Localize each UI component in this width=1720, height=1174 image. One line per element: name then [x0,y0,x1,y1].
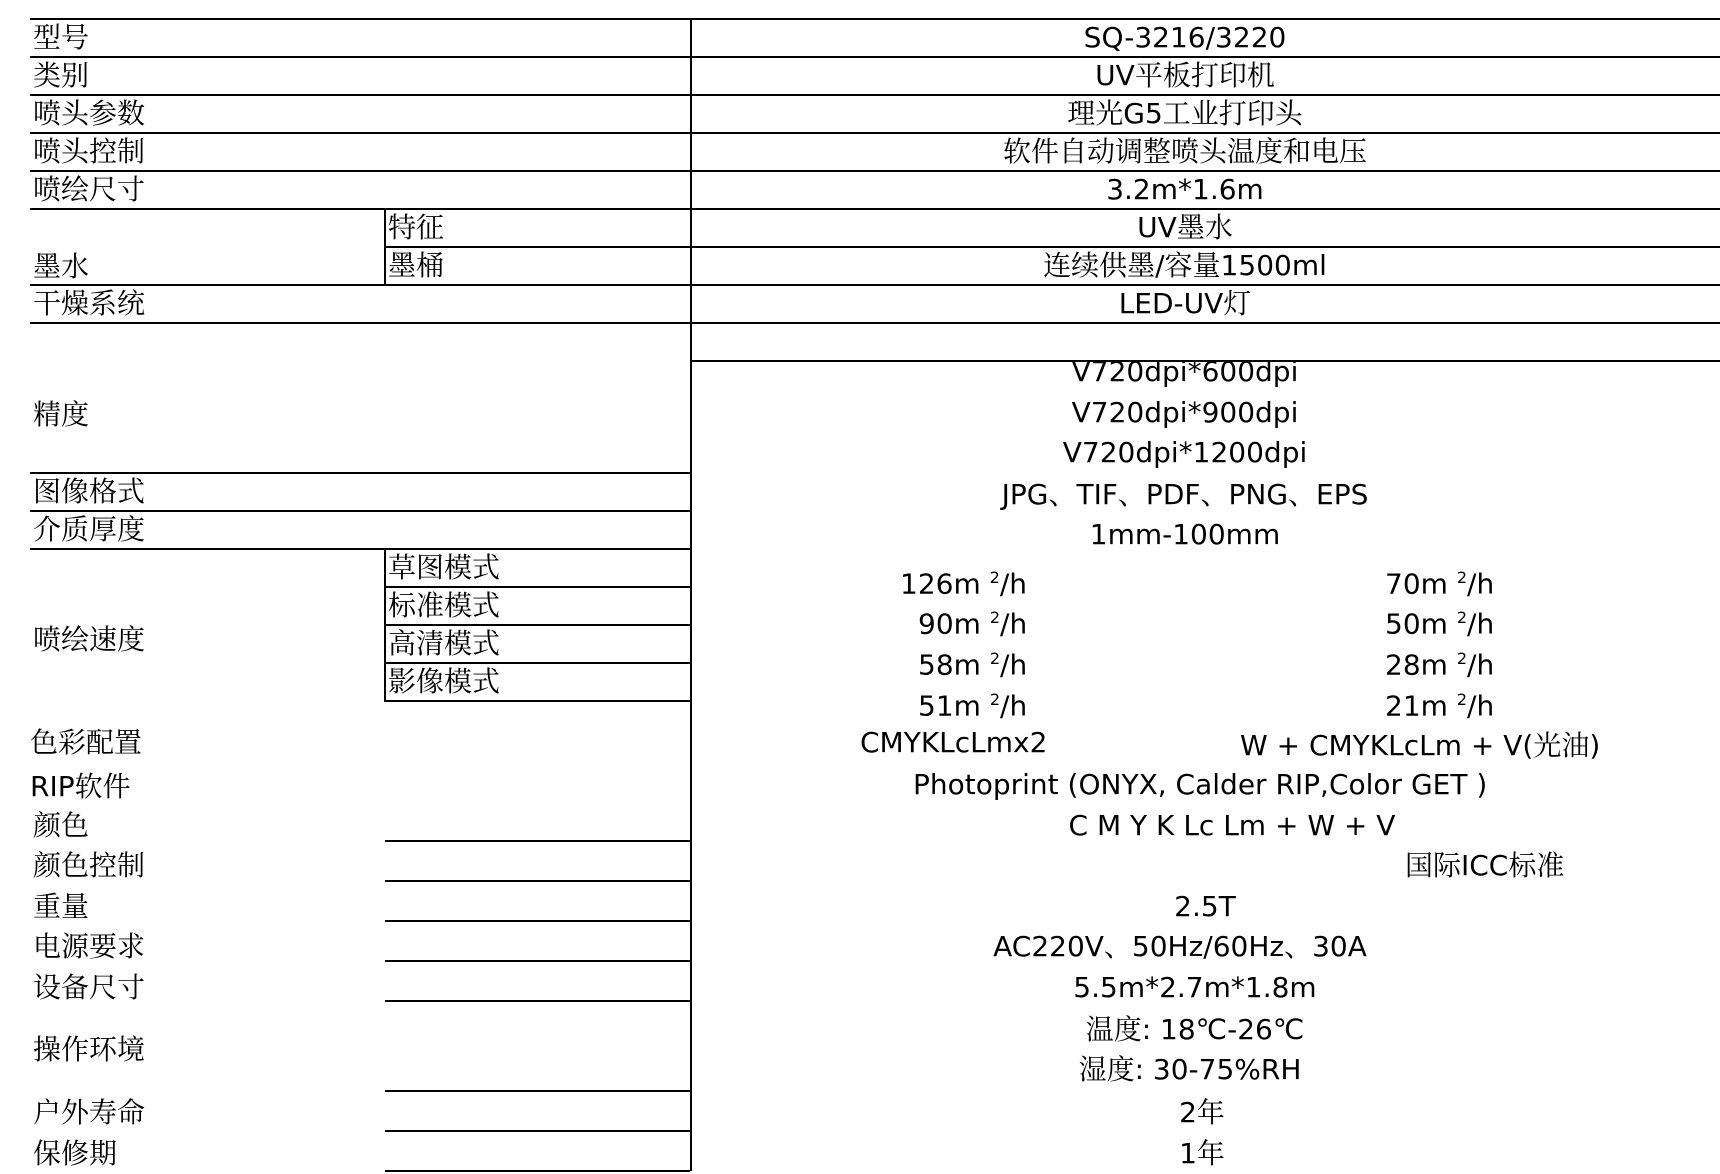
label-device-size: 设备尺寸 [33,971,146,1004]
rule [385,840,690,842]
column-divider [690,18,692,1171]
value-drying: LED-UV灯 [1118,287,1252,320]
label-media-thickness: 介质厚度 [33,513,146,546]
speed-image-col2: 21m $^2$/h [1385,689,1495,723]
label-environment: 操作环境 [33,1033,146,1066]
label-head-params: 喷头参数 [33,97,146,130]
label-mode-hd: 高清模式 [388,627,501,660]
label-ink-tank: 墨桶 [388,249,445,282]
value-head-control: 软件自动调整喷头温度和电压 [1002,135,1368,168]
rule [385,1090,690,1092]
label-warranty: 保修期 [33,1137,118,1170]
value-head-params: 理光G5工业打印头 [1067,97,1303,130]
value-precision-2: V720dpi*900dpi [1071,396,1299,429]
rule [30,56,1720,58]
value-image-format: JPG、TIF、PDF、PNG、EPS [1001,478,1369,511]
label-ink-feature: 特征 [388,211,445,244]
value-print-size: 3.2m*1.6m [1106,173,1264,206]
value-precision-3: V720dpi*1200dpi [1062,436,1308,469]
speed-hd-col1: 58m $^2$/h [918,648,1028,682]
value-env-humidity: 湿度: 30-75%RH [1078,1053,1302,1086]
value-precision-1: V720dpi*600dpi [1071,355,1299,388]
rule [30,284,1720,286]
rule [385,1000,690,1002]
label-colors: 颜色 [33,809,90,842]
rule [30,208,1720,210]
speed-standard-col1: 90m $^2$/h [918,607,1028,641]
rule [30,132,1720,134]
value-model: SQ-3216/3220 [1083,21,1287,54]
label-mode-draft: 草图模式 [388,551,501,584]
value-color-config-2: W + CMYKLcLm + V(光油) [1240,729,1601,762]
value-ink-tank: 连续供墨/容量1500ml [1043,249,1327,282]
label-model: 型号 [33,21,90,54]
label-print-size: 喷绘尺寸 [33,173,146,206]
value-device-size: 5.5m*2.7m*1.8m [1073,971,1317,1004]
label-drying: 干燥系统 [33,287,146,320]
value-weight: 2.5T [1174,890,1236,923]
label-rip: RIP软件 [30,770,131,803]
rule [30,18,1720,20]
speed-draft-col2: 70m $^2$/h [1385,567,1495,601]
value-color-config-1: CMYKLcLmx2 [860,726,1048,759]
rule [385,920,690,922]
label-color-config: 色彩配置 [30,726,143,759]
value-color-control: 国际ICC标准 [1405,849,1565,882]
column-divider [384,208,386,286]
value-warranty: 1年 [1179,1137,1225,1170]
speed-hd-col2: 28m $^2$/h [1385,648,1495,682]
label-ink: 墨水 [33,250,90,283]
rule [30,94,1720,96]
value-power: AC220V、50Hz/60Hz、30A [993,930,1367,963]
column-divider [384,548,386,702]
speed-image-col1: 51m $^2$/h [918,689,1028,723]
label-print-speed: 喷绘速度 [33,623,146,656]
label-mode-image: 影像模式 [388,665,501,698]
label-power: 电源要求 [33,930,146,963]
value-colors: C M Y K Lc Lm + W + V [1068,809,1396,842]
value-ink-feature: UV墨水 [1137,211,1233,244]
label-image-format: 图像格式 [33,475,146,508]
label-precision: 精度 [33,398,90,431]
label-head-control: 喷头控制 [33,135,146,168]
rule [385,960,690,962]
label-outdoor-life: 户外寿命 [33,1096,146,1129]
value-category: UV平板打印机 [1095,59,1275,92]
value-media-thickness: 1mm-100mm [1089,518,1281,551]
speed-standard-col2: 50m $^2$/h [1385,607,1495,641]
value-outdoor-life: 2年 [1179,1096,1225,1129]
value-rip: Photoprint (ONYX, Calder RIP,Color GET ) [913,768,1488,801]
label-weight: 重量 [33,890,90,923]
rule [385,1130,690,1132]
rule [385,1170,690,1172]
label-color-control: 颜色控制 [33,849,146,882]
rule [30,170,1720,172]
label-category: 类别 [33,59,90,92]
rule [385,880,690,882]
rule [30,322,1720,324]
label-mode-standard: 标准模式 [388,589,501,622]
value-env-temp: 温度: 18℃-26℃ [1085,1013,1305,1046]
speed-draft-col1: 126m $^2$/h [900,567,1028,601]
